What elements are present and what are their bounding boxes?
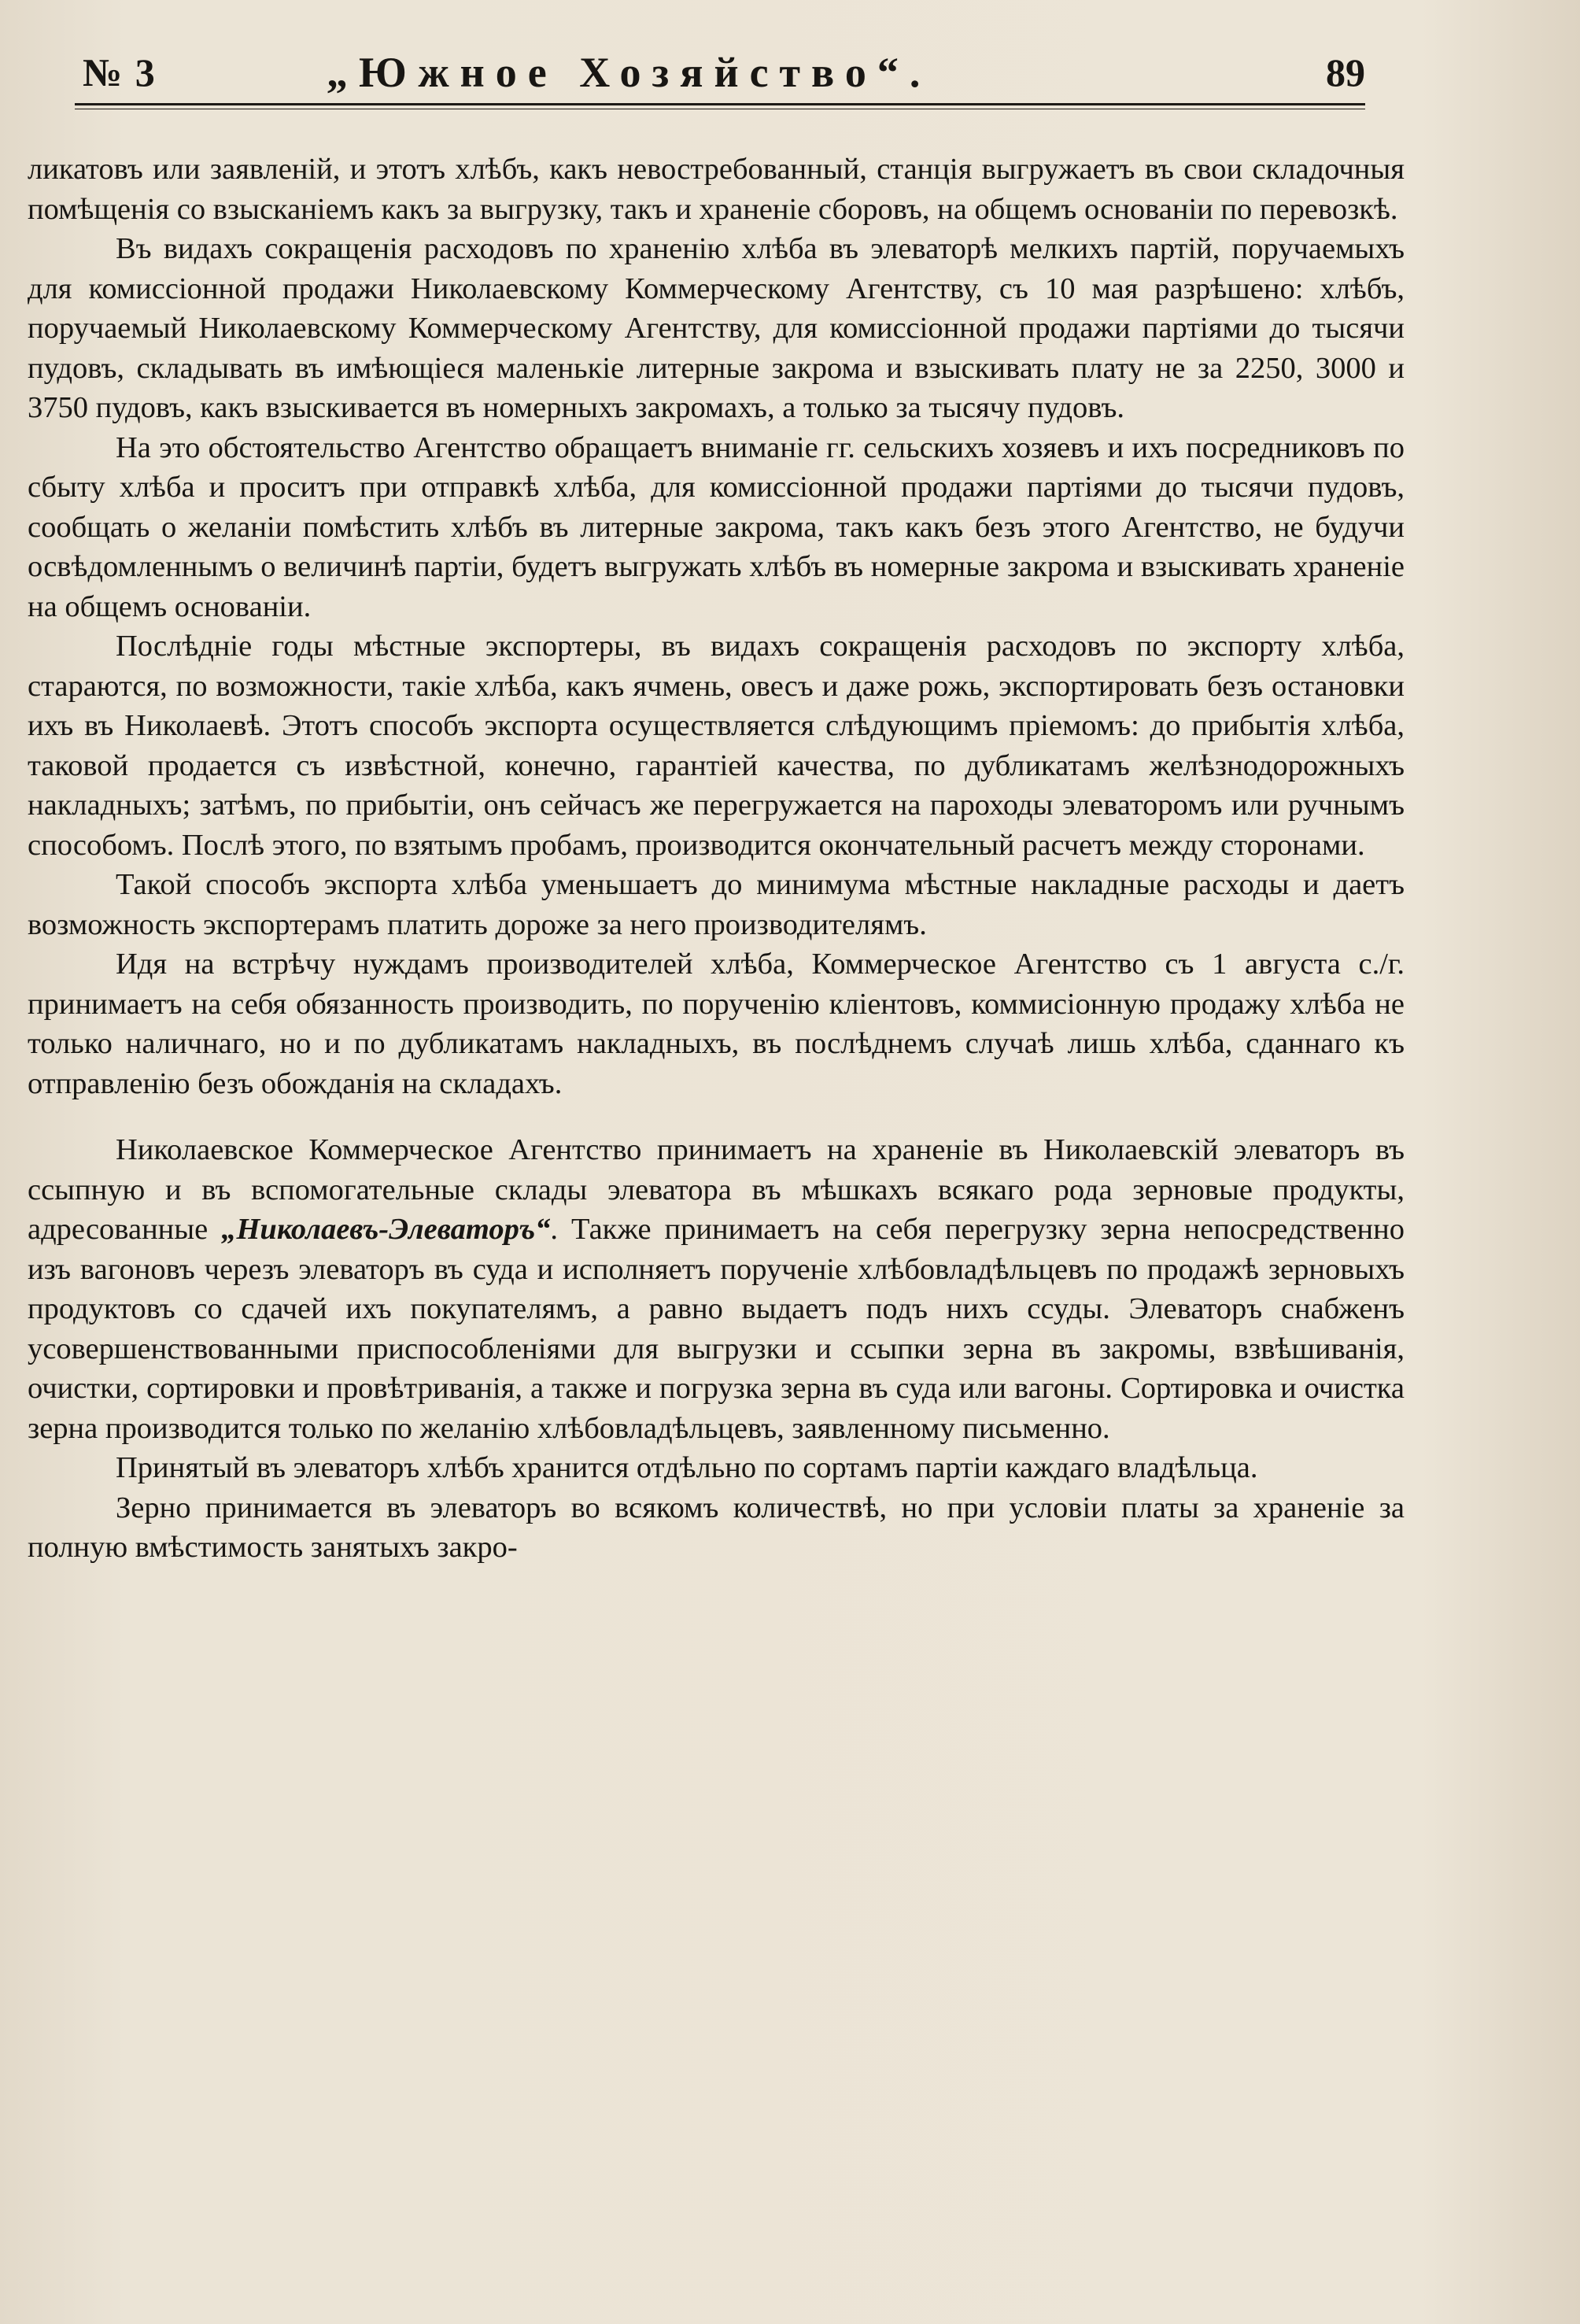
paragraph: Зерно принимается въ элеваторъ во всякомъ количествѣ, но при условіи платы за храненіе за полную вмѣстимость занятыхъ закро-	[28, 1491, 1405, 1564]
paragraph: Послѣдніе годы мѣстные экспортеры, въ видахъ сокращенія расходовъ по экспорту хлѣба, стараются, по возможности, такіе хлѣба, какъ ячмень, овесъ и даже рожь, экспортировать безъ остановки ихъ въ Николаевѣ. Этотъ способъ экспорта осуществляется слѣдующимъ пріемомъ: до прибытія хлѣба, таковой продается съ извѣстной, конечно, гарантіей качества, по дубликатамъ желѣзнодорожныхъ накладныхъ; затѣмъ, по прибытіи, онъ сейчасъ же перегружается на пароходы элеваторомъ или ручнымъ способомъ. Послѣ этого, по взятымъ пробамъ, производится окончательный расчетъ между сторонами.	[28, 630, 1405, 862]
paragraph-text: Николаевское Коммерческое Агентство принимаетъ на храненіе въ Николаевскій элеваторъ въ ссыпную и въ вспомогательные склады элеватора въ мѣшкахъ всякаго рода зерновые продукты, адресованные	[28, 1133, 1405, 1246]
paragraph-elevator	[28, 1130, 1405, 1448]
running-header	[75, 43, 1365, 106]
paragraph: Такой способъ экспорта хлѣба уменьшаетъ до минимума мѣстные накладные расходы и даетъ возможность экспортерамъ платить дороже за него производителямъ.	[28, 868, 1405, 941]
header-rule	[75, 103, 1365, 105]
issue-number: № 3	[83, 50, 157, 94]
paragraph: Въ видахъ сокращенія расходовъ по храненію хлѣба въ элеваторѣ мелкихъ партій, поручаемыхъ для комиссіонной продажи Николаевскому Коммерческому Агентству, съ 10 мая разрѣшено: хлѣбъ, поручаемый Николаевскому Коммерческому Агентству, для комиссіонной продажи партіями до тысячи пудовъ, складывать въ имѣющіеся маленькіе литерные закрома и взыскивать плату не за 2250, 3000 и 3750 пудовъ, какъ взыскивается въ номерныхъ закромахъ, а только за тысячу пудовъ.	[28, 232, 1405, 424]
journal-title: „Южное Хозяйство“.	[327, 49, 932, 96]
article-body	[28, 150, 1405, 1568]
paragraph: На это обстоятельство Агентство обращаетъ вниманіе гг. сельскихъ хозяевъ и ихъ посредниковъ по сбыту хлѣба и проситъ при отправкѣ хлѣба, для комиссіонной продажи партіями до тысячи пудовъ, сообщать о желаніи помѣстить хлѣбъ въ литерные закрома, такъ какъ безъ этого Агентство, не будучи освѣдомленнымъ о величинѣ партіи, будетъ выгружать хлѣбъ въ номерные закрома и взыскивать храненіе на общемъ основаніи.	[28, 430, 1405, 623]
page-number: 89	[1326, 50, 1365, 94]
paragraph-text: . Также принимаетъ на себя перегрузку зерна непосредственно изъ вагоновъ черезъ элеваторъ въ суда и исполняетъ порученіе хлѣбовладѣльцевъ по продажѣ зерновыхъ продуктовъ со сдачей ихъ покупателямъ, а равно выдаетъ подъ нихъ ссуды. Элеваторъ снабженъ усовершенствованными приспособленіями для выгрузки и ссыпки зерна въ закромы, взвѣшиванія, очистки, сортировки и провѣтриванія, а также и погрузка зерна въ суда или вагоны. Сортировка и очистка зерна производится только по желанію хлѣбовладѣльцевъ, заявленному письменно.	[28, 1213, 1405, 1445]
paragraph: Идя на встрѣчу нуждамъ производителей хлѣба, Коммерческое Агентство съ 1 августа с./г. принимаетъ на себя обязанность производить, по порученію кліентовъ, коммисіонную продажу хлѣба не только наличнаго, но и по дубликатамъ накладныхъ, въ послѣднемъ случаѣ лишь хлѣба, сданнаго къ отправленію безъ обожданія на складахъ.	[28, 948, 1405, 1100]
paragraph: Принятый въ элеваторъ хлѣбъ хранится отдѣльно по сортамъ партіи каждаго владѣльца.	[116, 1451, 1258, 1484]
paragraph-continued: ликатовъ или заявленій, и этотъ хлѣбъ, какъ невостребованный, станція выгружаетъ въ свои складочныя помѣщенія со взысканіемъ какъ за выгрузку, такъ и храненіе сборовъ, на общемъ основаніи по перевозкѣ.	[28, 153, 1405, 226]
address-italic: „Николаевъ-Элеваторъ“	[221, 1213, 551, 1246]
